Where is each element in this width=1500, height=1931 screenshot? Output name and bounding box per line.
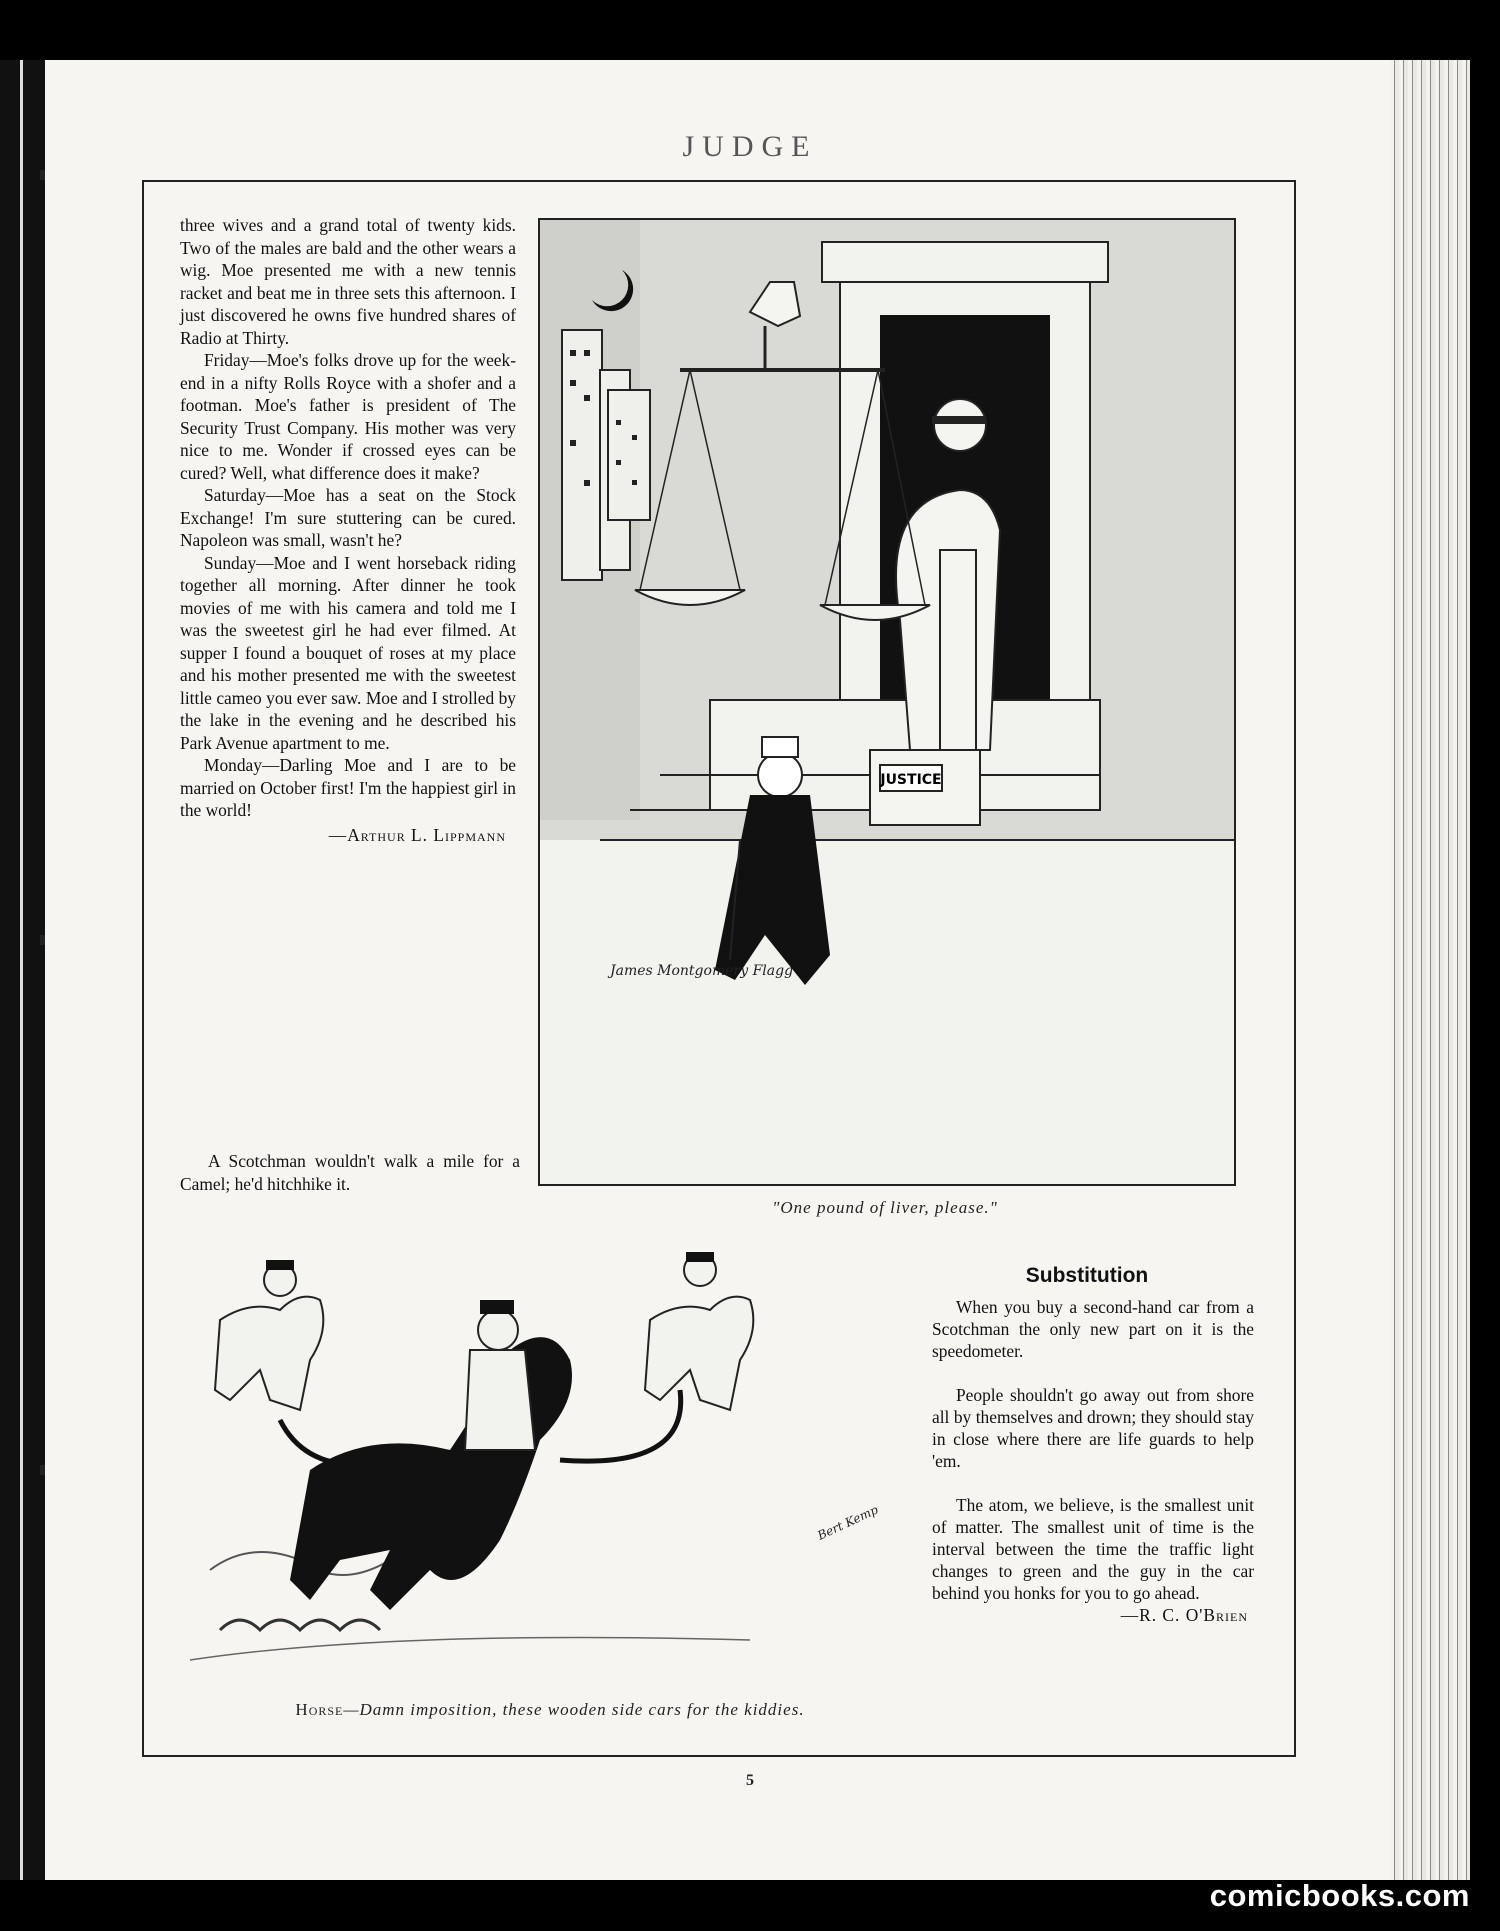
justice-cartoon-signature: James Montgomery Flagg — [610, 963, 794, 979]
substitution-column — [932, 1296, 1254, 1626]
horse-caption-lead: Horse — [295, 1700, 344, 1719]
story-paragraph: Sunday—Moe and I went horseback riding together all morning. After dinner he took movies of me with his camera and told me I was the sweetest girl he had ever filmed. At supper I found a bouquet of roses at my place and his mother presented me with the sweetest little cameo you ever saw. Moe and I strolled by the lake in the evening and he described his Park Avenue apartment to me. — [180, 552, 516, 753]
story-paragraph: Monday—Darling Moe and I are to be married on October first! I'm the happiest girl in the world! — [180, 755, 516, 820]
horse-cartoon — [180, 1240, 920, 1700]
story-paragraph: Friday—Moe's folks drove up for the week-end in a nifty Rolls Royce with a shofer and a footman. Moe's father is president of The Security Trust Company. His mother was very nice to me. Wonder if crossed eyes can be cured? Well, what difference does it make? — [180, 350, 516, 483]
watermark: comicbooks.com — [1209, 1878, 1470, 1913]
left-page-fold — [20, 60, 23, 1880]
substitution-byline: —R. C. O'Brien — [1120, 1605, 1248, 1625]
horse-cartoon-drawing — [180, 1240, 920, 1700]
story-paragraph: Saturday—Moe has a seat on the Stock Exchange! I'm sure stuttering can be cured. Napoleon was small, wasn't he? — [180, 485, 516, 550]
justice-cartoon-caption: "One pound of liver, please." — [772, 1198, 998, 1217]
horse-cartoon-signature: Bert Kemp — [815, 1502, 881, 1543]
running-head: JUDGE — [682, 130, 818, 163]
justice-plinth-label: JUSTICE — [880, 772, 942, 788]
substitution-paragraph: When you buy a second-hand car from a Scotchman the only new part on it is the speedometer. — [932, 1297, 1254, 1361]
page-stack-edge — [1390, 60, 1470, 1880]
justice-cartoon-drawing — [540, 220, 1234, 1184]
substitution-paragraph: The atom, we believe, is the smallest unit of matter. The smallest unit of time is the interval between the time the traffic light changes to green and the guy in the car behind you honks for you to go ahead. — [932, 1495, 1254, 1603]
scotchman-joke: A Scotchman wouldn't walk a mile for a Camel; he'd hitchhike it. — [180, 1151, 520, 1194]
page-number: 5 — [746, 1772, 754, 1789]
horse-cartoon-caption — [180, 1700, 920, 1720]
horse-caption-text: —Damn imposition, these wooden side cars for the kiddies. — [343, 1700, 805, 1719]
substitution-paragraph: People shouldn't go away out from shore all by themselves and drown; they should stay in close where there are life guards to help 'em. — [932, 1385, 1254, 1471]
justice-cartoon — [538, 218, 1236, 1186]
substitution-title: Substitution — [1025, 1264, 1149, 1287]
story-paragraph: three wives and a grand total of twenty kids. Two of the males are bald and the other wears a wig. Moe presented me with a new tennis racket and beat me in three sets this afternoon. I just discovered he owns five hundred shares of Radio at Thirty. — [180, 215, 516, 348]
story-column — [180, 214, 516, 846]
story-byline: —Arthur L. Lippmann — [328, 824, 506, 845]
